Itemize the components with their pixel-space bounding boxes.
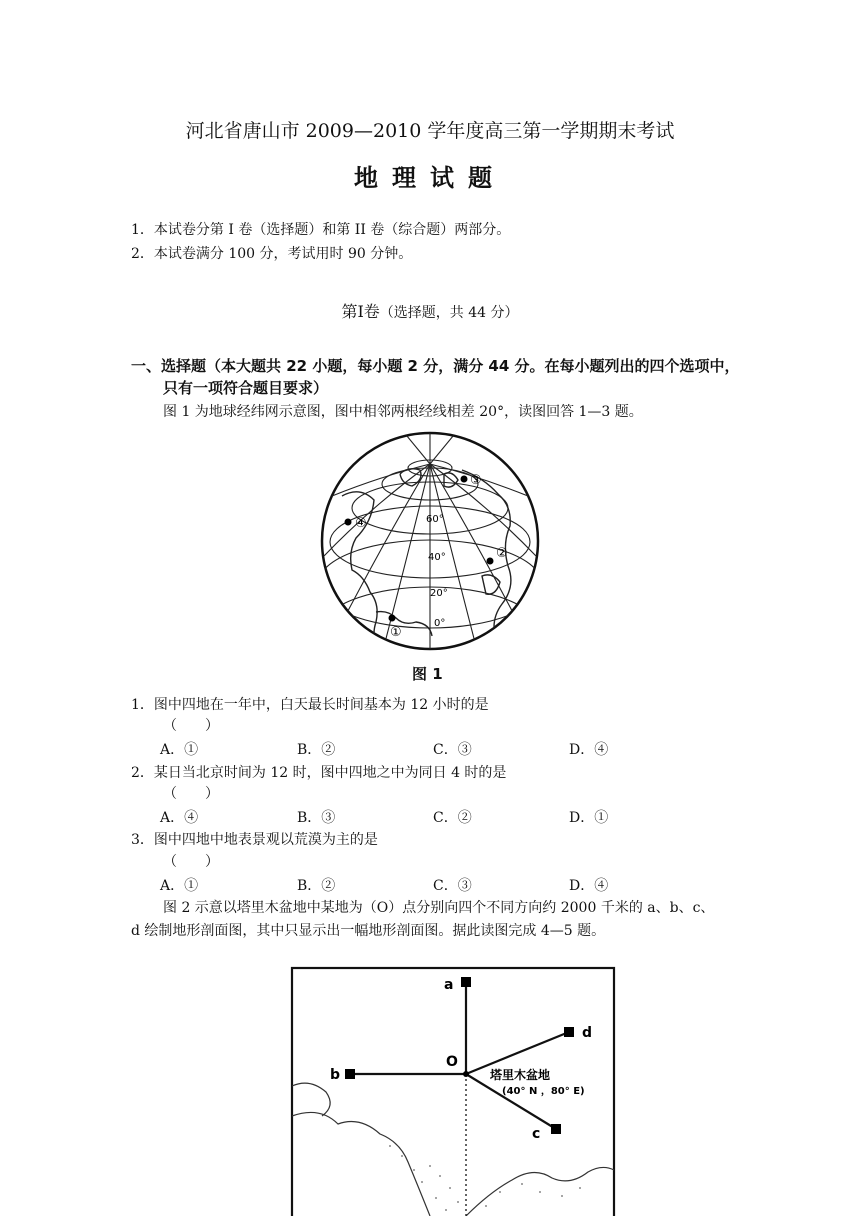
stipple [457, 1201, 459, 1203]
exam-subtitle: 地理试题 [354, 164, 506, 192]
point-c-marker [551, 1124, 561, 1134]
marker-label-2: ② [496, 546, 508, 561]
stipple [449, 1187, 451, 1189]
stipple [429, 1165, 431, 1167]
marker-label-4: ④ [355, 516, 367, 531]
question-2-blank: （ ） [163, 786, 219, 802]
part2-intro-line2: d 绘制地形剖面图，其中只显示出一幅地形剖面图。据此读图完成 4—5 题。 [131, 923, 606, 939]
part1-heading-line1: 一、选择题（本大题共 22 小题，每小题 2 分，满分 44 分。在每小题列出的四个选项中， [131, 357, 740, 375]
lat-label-20: 20° [430, 588, 448, 599]
question-1-blank: （ ） [163, 718, 219, 734]
question-2-option-d[interactable]: D．① [569, 810, 609, 826]
stipple [389, 1145, 391, 1147]
question-1-stem: 1．图中四地在一年中，白天最长时间基本为 12 小时的是 [131, 697, 489, 713]
label-c: c [532, 1126, 541, 1142]
figure1-caption: 图 1 [412, 665, 443, 683]
note-2: 2．本试卷满分 100 分，考试用时 90 分钟。 [131, 246, 413, 262]
stipple [435, 1197, 437, 1199]
part1-heading-line2: 只有一项符合题目要求） [163, 379, 329, 397]
question-3-option-c[interactable]: C．③ [433, 878, 472, 894]
lat-label-40: 40° [428, 552, 446, 563]
stipple [499, 1191, 501, 1193]
question-3-option-b[interactable]: B．② [297, 878, 336, 894]
tarim-map-figure [290, 966, 616, 1216]
label-coordinates: (40° N ，80° E) [502, 1086, 585, 1097]
marker-label-3: ③ [470, 473, 482, 488]
section-note: （选择题，共 44 分） [379, 305, 519, 321]
question-3-option-d[interactable]: D．④ [569, 878, 609, 894]
lat-label-60: 60° [426, 514, 444, 525]
stipple [439, 1175, 441, 1177]
marker-label-1: ① [390, 625, 402, 640]
label-a: a [444, 977, 454, 993]
stipple [561, 1195, 563, 1197]
question-2-stem: 2．某日当北京时间为 12 时，图中四地之中为同日 4 时的是 [131, 765, 507, 781]
point-b-marker [345, 1069, 355, 1079]
stipple [401, 1155, 403, 1157]
stipple [445, 1209, 447, 1211]
stipple [539, 1191, 541, 1193]
part2-intro-line1: 图 2 示意以塔里木盆地中某地为（O）点分别向四个不同方向约 2000 千米的 a、b、c、 [163, 900, 715, 916]
point-d-marker [564, 1027, 574, 1037]
point-a-marker [461, 977, 471, 987]
label-d: d [582, 1025, 593, 1041]
marker-dot-3 [461, 476, 468, 483]
stipple [521, 1183, 523, 1185]
label-basin: 塔里木盆地 [490, 1068, 551, 1082]
question-3-option-a[interactable]: A．① [160, 878, 199, 894]
lat-label-0: 0° [434, 618, 446, 629]
section-title [0, 299, 860, 322]
note-1: 1．本试卷分第 I 卷（选择题）和第 II 卷（综合题）两部分。 [131, 222, 511, 238]
marker-dot-1 [389, 615, 396, 622]
question-2-option-a[interactable]: A．④ [160, 810, 199, 826]
question-1-option-b[interactable]: B．② [297, 742, 336, 758]
stipple [413, 1169, 415, 1171]
question-1-option-d[interactable]: D．④ [569, 742, 609, 758]
label-b: b [330, 1067, 341, 1083]
part1-intro: 图 1 为地球经纬网示意图，图中相邻两根经线相差 20°，读图回答 1—3 题。 [163, 404, 643, 420]
question-2-option-b[interactable]: B．③ [297, 810, 336, 826]
label-o: O [446, 1054, 458, 1070]
marker-dot-4 [345, 519, 352, 526]
question-3-stem: 3．图中四地中地表景观以荒漠为主的是 [131, 832, 378, 848]
stipple [485, 1205, 487, 1207]
marker-dot-2 [487, 558, 494, 565]
question-1-option-c[interactable]: C．③ [433, 742, 472, 758]
section-name: 第Ⅰ卷 [341, 302, 380, 321]
question-1-option-a[interactable]: A．① [160, 742, 199, 758]
question-2-option-c[interactable]: C．② [433, 810, 472, 826]
exam-title: 河北省唐山市 2009—2010 学年度高三第一学期期末考试 [185, 120, 675, 142]
stipple [579, 1187, 581, 1189]
question-3-blank: （ ） [163, 854, 219, 870]
globe-figure [312, 426, 548, 656]
stipple [421, 1181, 423, 1183]
point-o-marker [463, 1071, 469, 1077]
